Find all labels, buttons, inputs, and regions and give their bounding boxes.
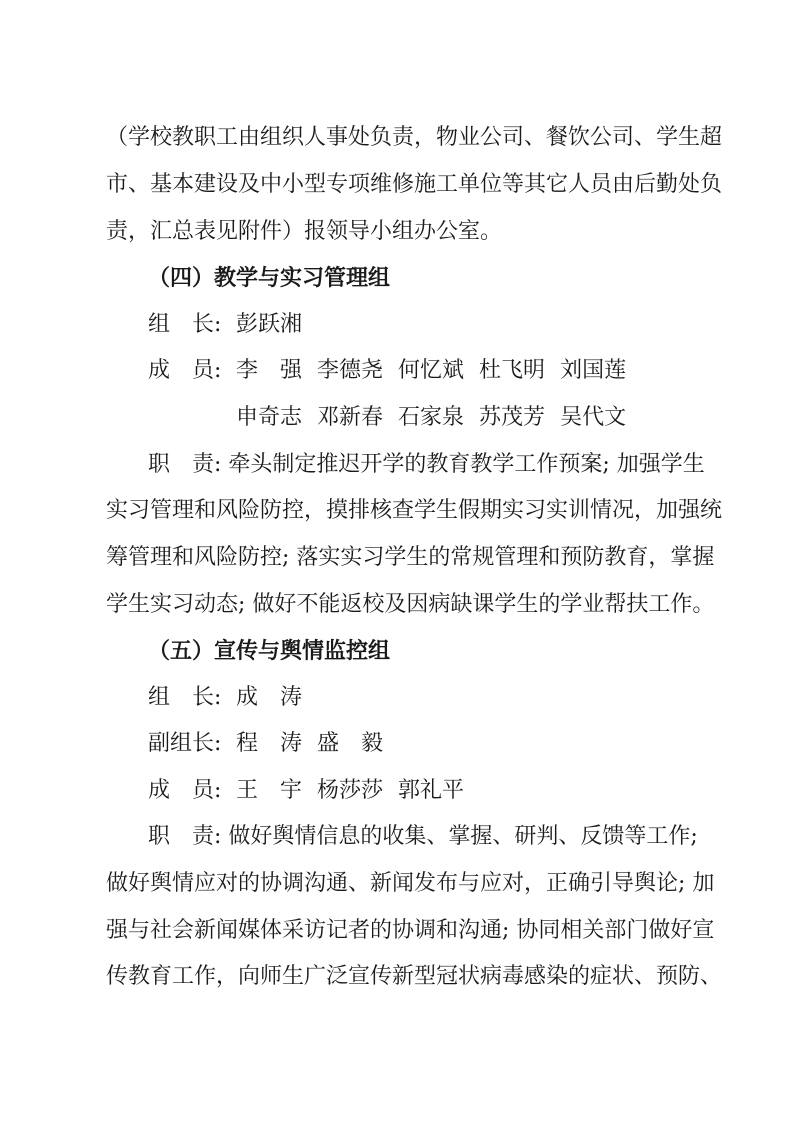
deputy-label: 副组长: [148,731,222,756]
member-name: 李德尧 [317,358,384,383]
member-name: 刘国莲 [560,358,627,383]
member-name: 杜飞明 [479,358,546,383]
member-name: 苏茂芳 [479,405,546,430]
section4-duty-line: 职 责: 牵头制定推迟开学的教育教学工作预案; 加强学生 [148,452,705,477]
member-name: 申奇志 [236,405,303,430]
member-name: 王 宇 [236,778,303,803]
section5-duty-line: 职 责: 做好舆情信息的收集、掌握、研判、反馈等工作; [148,824,698,849]
member-name: 郭礼平 [398,778,465,803]
section5-duty-line: 强与社会新闻媒体采访记者的协调和沟通; 协同相关部门做好宣 [106,918,715,943]
section4-heading: （四）教学与实习管理组 [148,265,391,291]
section4-members-row-1 [148,351,688,391]
leader-name: 彭跃湘 [236,312,303,337]
section4-members-row-2 [236,398,688,438]
section4-leader-row [148,305,648,345]
paragraph-line: 市、基本建设及中小型专项维修施工单位等其它人员由后勤处负 [106,172,723,197]
members-label: 成 员: [148,358,222,383]
section5-duty-line: 传教育工作，向师生广泛宣传新型冠状病毒感染的症状、预防、 [106,964,723,989]
section4-duty-line: 学生实习动态; 做好不能返校及因病缺课学生的学业帮扶工作。 [106,592,715,617]
leader-label: 组 长: [148,312,222,337]
section4-duty-line: 筹管理和风险防控; 落实实习学生的常规管理和预防教育，掌握 [106,545,715,570]
member-name: 吴代文 [560,405,627,430]
deputy-name: 程 涛 [236,731,303,756]
paragraph-line: 责，汇总表见附件）报领导小组办公室。 [106,219,503,244]
member-name: 李 强 [236,358,303,383]
member-name: 石家泉 [398,405,465,430]
section5-members-row [148,771,648,811]
section5-duty-line: 做好舆情应对的协调沟通、新闻发布与应对，正确引导舆论; 加 [106,871,715,896]
member-name: 杨莎莎 [317,778,384,803]
section4-duty-line: 实习管理和风险防控，摸排核查学生假期实习实训情况，加强统 [106,498,723,523]
leader-label: 组 长: [148,685,222,710]
member-name: 邓新春 [317,405,384,430]
member-name: 何忆斌 [398,358,465,383]
deputy-name: 盛 毅 [317,731,384,756]
leader-name: 成 涛 [236,685,303,710]
paragraph-line: （学校教职工由组织人事处负责，物业公司、餐饮公司、学生超 [106,125,723,150]
section5-heading: （五）宣传与舆情监控组 [148,638,391,664]
section5-leader-row [148,678,648,718]
section5-deputy-row [148,724,648,764]
members-label: 成 员: [148,778,222,803]
